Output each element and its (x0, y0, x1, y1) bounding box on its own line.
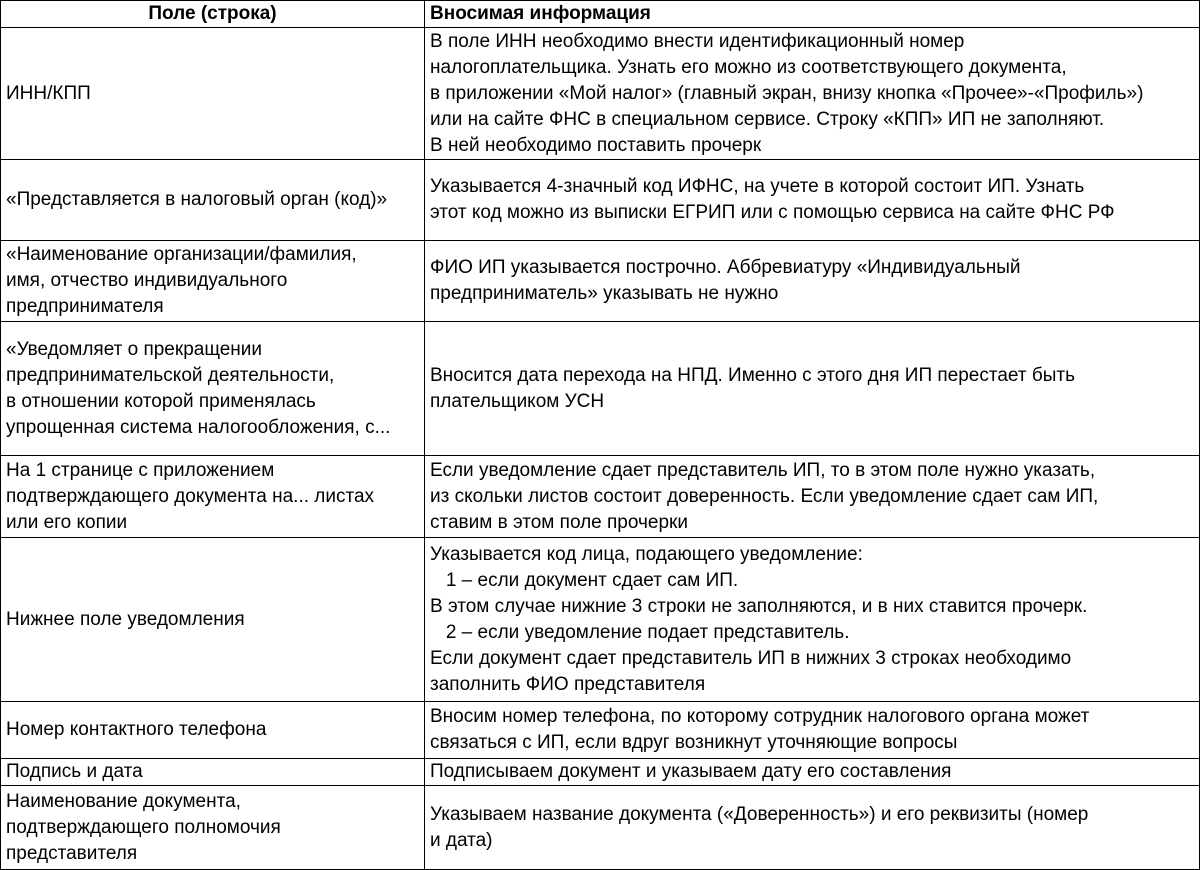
info-cell-line: Указывается 4-значный код ИФНС, на учете в которой состоит ИП. Узнать (430, 176, 1085, 197)
field-cell (1, 786, 425, 870)
info-cell-line: налогоплательщика. Узнать его можно из соответствующего документа, (430, 56, 1067, 78)
field-cell-line: «Представляется в налоговый орган (код)» (6, 189, 388, 210)
field-cell-line: или его копии (6, 511, 128, 533)
field-cell-line: предпринимателя (6, 296, 164, 317)
header-info: Вносимая информация (425, 1, 1200, 28)
table-row (1, 538, 1200, 702)
info-cell (425, 160, 1200, 241)
field-cell-line: Наименование документа, (6, 790, 241, 812)
info-cell-line: Указываем название документа («Доверенность») и его реквизиты (номер (430, 803, 1089, 825)
info-cell-line: Вносим номер телефона, по которому сотрудник налогового органа может (430, 706, 1090, 727)
field-cell-line: «Наименование организации/фамилия, (6, 244, 357, 265)
info-cell-line: Подписываем документ и указываем дату его составления (430, 761, 952, 782)
field-cell-line: в отношении которой применялась (6, 390, 316, 412)
info-cell-line: заполнить ФИО представителя (430, 673, 706, 695)
info-cell-line: Вносится дата перехода на НПД. Именно с этого дня ИП перестает быть (430, 364, 1075, 386)
info-cell-line: 2 – если уведомление подает представитель. (430, 621, 850, 643)
info-cell (425, 702, 1200, 759)
info-cell (425, 759, 1200, 786)
info-cell-line: плательщиком УСН (430, 390, 605, 412)
info-cell (425, 28, 1200, 160)
info-cell-line: Указывается код лица, подающего уведомление: (430, 543, 863, 565)
field-cell-line: подтверждающего документа на... листах (6, 485, 375, 507)
table-row (1, 456, 1200, 538)
info-cell-line: в приложении «Мой налог» (главный экран, внизу кнопка «Прочее»-«Профиль») (430, 82, 1144, 104)
info-cell-line: В этом случае нижние 3 строки не заполняются, и в них ставится прочерк. (430, 595, 1088, 617)
field-cell-line: «Уведомляет о прекращении (6, 338, 263, 360)
table-row (1, 28, 1200, 160)
field-cell (1, 28, 425, 160)
field-cell-line: Нижнее поле уведомления (6, 608, 245, 630)
table-header-row (1, 1, 1200, 28)
table-row (1, 759, 1200, 786)
table-row (1, 241, 1200, 322)
table-row (1, 160, 1200, 241)
info-cell (425, 538, 1200, 702)
info-cell-line: этот код можно из выписки ЕГРИП или с помощью сервиса на сайте ФНС РФ (430, 202, 1115, 223)
field-cell (1, 456, 425, 538)
field-cell (1, 702, 425, 759)
info-cell-line: Если уведомление сдает представитель ИП, то в этом поле нужно указать, (430, 459, 1096, 481)
info-cell-line: В ней необходимо поставить прочерк (430, 134, 762, 156)
field-cell-line: упрощенная система налогообложения, с... (6, 416, 391, 438)
field-cell-line: имя, отчество индивидуального (6, 270, 288, 291)
field-cell-line: Подпись и дата (6, 761, 143, 782)
info-cell-line: из скольки листов состоит доверенность. Если уведомление сдает сам ИП, (430, 485, 1099, 507)
info-cell-line: или на сайте ФНС в специальном сервисе. Строку «КПП» ИП не заполняют. (430, 108, 1105, 130)
field-cell-line: Номер контактного телефона (6, 719, 267, 740)
field-cell (1, 759, 425, 786)
info-cell-line: предприниматель» указывать не нужно (430, 283, 779, 304)
field-cell (1, 160, 425, 241)
info-cell (425, 456, 1200, 538)
info-cell-line: ФИО ИП указывается построчно. Аббревиатуру «Индивидуальный (430, 257, 1021, 278)
info-cell (425, 241, 1200, 322)
field-cell (1, 322, 425, 456)
header-field: Поле (строка) (1, 1, 425, 28)
field-cell-line: предпринимательской деятельности, (6, 364, 335, 386)
info-cell (425, 322, 1200, 456)
info-cell-line: связаться с ИП, если вдруг возникнут уточняющие вопросы (430, 732, 958, 753)
table-row (1, 322, 1200, 456)
field-cell-line: На 1 странице с приложением (6, 459, 275, 481)
info-cell-line: и дата) (430, 829, 493, 851)
table-row (1, 786, 1200, 870)
info-cell-line: ставим в этом поле прочерки (430, 511, 688, 533)
info-cell-line: Если документ сдает представитель ИП в нижних 3 строках необходимо (430, 647, 1072, 669)
info-cell-line: 1 – если документ сдает сам ИП. (430, 569, 739, 591)
info-cell (425, 786, 1200, 870)
field-cell-line: ИНН/КПП (6, 82, 91, 104)
field-cell (1, 241, 425, 322)
table-row (1, 702, 1200, 759)
info-cell-line: В поле ИНН необходимо внести идентификационный номер (430, 30, 965, 52)
field-cell-line: подтверждающего полномочия (6, 816, 281, 838)
field-cell-line: представителя (6, 842, 138, 864)
field-cell (1, 538, 425, 702)
